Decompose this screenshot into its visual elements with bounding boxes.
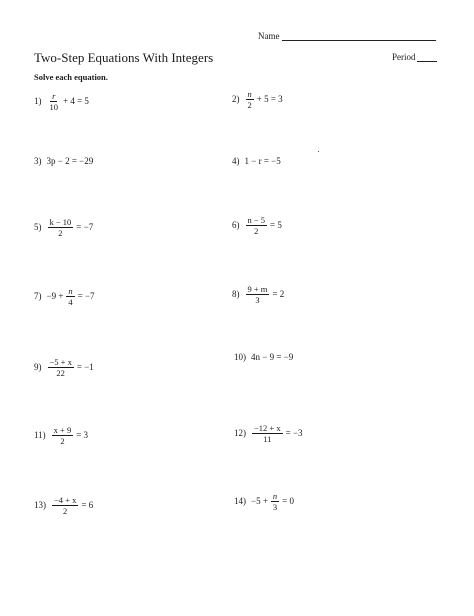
equation-rest: = 2	[272, 289, 285, 299]
equation-rest: + 4 = 5	[63, 96, 89, 106]
problem-number: 4)	[232, 156, 240, 166]
fraction-denominator: 4	[68, 296, 73, 307]
fraction	[246, 215, 268, 236]
problem-6	[232, 212, 283, 238]
equation-rest: = 5	[270, 220, 282, 230]
equation-text: 1 − r = −5	[244, 156, 281, 166]
fraction-numerator: n	[247, 88, 252, 99]
problem-13	[34, 492, 94, 518]
fraction-numerator: −4 + x	[54, 494, 77, 505]
problem-number: 12)	[234, 428, 246, 438]
fraction-denominator: 2	[254, 225, 259, 236]
problem-number: 11)	[34, 430, 46, 440]
fraction-denominator: 22	[56, 367, 65, 378]
problem-5	[34, 214, 94, 240]
name-field	[258, 31, 436, 41]
equation-lead: −9 +	[46, 291, 64, 301]
name-blank-line	[282, 31, 436, 41]
period-field	[392, 52, 437, 62]
fraction	[48, 357, 74, 378]
fraction	[52, 495, 78, 516]
problem-8	[232, 281, 285, 307]
fraction-denominator: 2	[58, 227, 63, 238]
problem-9	[34, 354, 95, 380]
equation-rest: = −7	[77, 291, 95, 301]
fraction	[52, 425, 74, 446]
fraction-numerator: x + 9	[53, 424, 72, 435]
equation-rest: = −3	[285, 428, 303, 438]
fraction	[252, 423, 283, 444]
period-label: Period	[392, 52, 416, 62]
equation-rest: = 6	[81, 500, 94, 510]
fraction-denominator: 3	[255, 294, 260, 305]
problem-number: 9)	[34, 362, 42, 372]
problem-14	[234, 488, 295, 514]
problem-2	[232, 86, 284, 112]
problem-number: 6)	[232, 220, 240, 230]
problem-3	[34, 148, 94, 174]
instructions: Solve each equation.	[34, 72, 108, 82]
fraction-denominator: 3	[272, 501, 278, 512]
fraction	[246, 89, 254, 110]
equation-text: 3p − 2 = −29	[46, 156, 94, 166]
equation-text: 4n − 9 = −9	[251, 352, 294, 362]
fraction-numerator: n	[68, 285, 73, 296]
fraction	[271, 491, 279, 512]
problem-number: 5)	[34, 222, 42, 232]
problem-number: 14)	[234, 496, 246, 506]
problem-11	[34, 422, 89, 448]
name-label: Name	[258, 31, 280, 41]
fraction	[48, 217, 74, 238]
fraction-denominator: 11	[263, 433, 272, 444]
equation-lead: −5 +	[251, 496, 268, 506]
problem-number: 3)	[34, 156, 42, 166]
problem-number: 13)	[34, 500, 46, 510]
problem-number: 2)	[232, 94, 240, 104]
fraction-numerator: n	[272, 490, 278, 501]
fraction-numerator: r	[52, 90, 56, 101]
period-blank-line	[417, 52, 437, 62]
equation-rest: = 3	[76, 430, 89, 440]
problem-12	[234, 420, 304, 446]
fraction-denominator: 2	[60, 435, 65, 446]
problem-7	[34, 283, 96, 309]
equation-rest: = 0	[282, 496, 294, 506]
fraction-denominator: 2	[63, 505, 68, 516]
problem-10	[234, 344, 294, 370]
problem-4	[232, 148, 282, 174]
fraction-numerator: k − 10	[49, 216, 72, 227]
problem-number: 10)	[234, 352, 246, 362]
fraction-numerator: n − 5	[247, 214, 266, 225]
fraction-numerator: 9 + m	[247, 283, 268, 294]
fraction	[246, 284, 270, 305]
equation-rest: = −7	[76, 222, 94, 232]
equation-rest: + 5 = 3	[256, 94, 283, 104]
problem-1	[34, 88, 90, 114]
fraction-numerator: −5 + x	[49, 356, 72, 367]
worksheet-title: Two-Step Equations With Integers	[34, 50, 214, 65]
fraction-denominator: 2	[247, 99, 252, 110]
problem-number: 1)	[34, 96, 42, 106]
fraction-denominator: 10	[49, 101, 58, 112]
paper-speck	[318, 151, 319, 152]
fraction	[48, 91, 61, 112]
fraction	[66, 286, 74, 307]
problem-number: 8)	[232, 289, 240, 299]
equation-rest: = −1	[76, 362, 94, 372]
fraction-numerator: −12 + x	[254, 422, 281, 433]
problem-number: 7)	[34, 291, 42, 301]
